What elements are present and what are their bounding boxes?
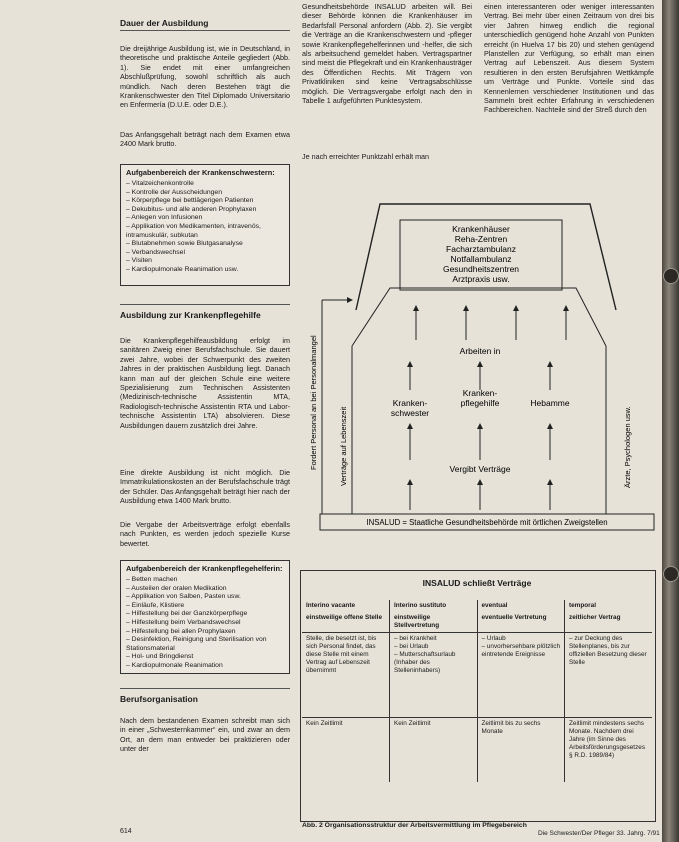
cell-line: – Mutterschaftsurlaub <box>394 651 456 658</box>
list-item: – Hol- und Bringdienst <box>126 653 284 662</box>
rule <box>120 304 290 305</box>
table-header: Interino sustituto <box>390 600 478 612</box>
table-cell <box>565 633 653 718</box>
institution-label: Krankenhäuser <box>452 224 510 234</box>
list-item: – Einläufe, Klistiere <box>126 602 284 611</box>
paragraph: Die Vergabe der Arbeitsverträge erfolgt ebenfalls nach Punkten, es werden jedoch spezielle Kurse bewertet. <box>120 520 290 548</box>
list-item: – Blutabnehmen sowie Blutgasanalyse <box>126 240 284 249</box>
paragraph: Eine direkte Ausbildung ist nicht möglich. Die Immatrikulationskosten an der Berufsfachschule trägt der Schüler. Das Anfangsgehalt beträgt hier nach der Ausbildung etwa 1400 Mark brutto. <box>120 468 290 506</box>
list-item: – Verbandswechsel <box>126 249 284 258</box>
institution-label: Reha-Zentren <box>454 234 508 244</box>
list-item: – Kontrolle der Ausscheidungen <box>126 189 284 198</box>
arrow-frame <box>352 288 606 346</box>
list-item: – Körperpflege bei bettlägerigen Patienten <box>126 197 284 206</box>
task-box-nurses <box>120 164 290 286</box>
list-item: – Hilfestellung beim Verbandswechsel <box>126 619 284 628</box>
heading-krankenpflegehilfe: Ausbildung zur Krankenpflegehilfe <box>120 310 261 320</box>
institution-label: Gesundheitszentren <box>442 264 520 274</box>
table-header: Interino vacante <box>302 600 390 612</box>
list-item: – Visiten <box>126 257 284 266</box>
organisation-diagram <box>300 170 662 560</box>
list-item: – Kardiopulmonale Reanimation usw. <box>126 266 284 275</box>
arbeiten-label: Arbeiten in <box>459 346 501 356</box>
table-header: eventual <box>477 600 565 612</box>
role-label: Kranken- <box>392 398 428 408</box>
page-number: 614 <box>120 828 132 835</box>
cell-line: – Urlaub <box>481 635 506 642</box>
heading-berufsorganisation: Berufsorganisation <box>120 694 198 704</box>
table-subheader: einstweilige Stellvertretung <box>390 612 478 633</box>
table-cell: Zeitlimit bis zu sechs Monate <box>477 718 565 783</box>
table-title: INSALUD schließt Verträge <box>422 578 532 588</box>
table-subheader: zeitlicher Vertrag <box>569 614 621 621</box>
rule <box>120 688 290 689</box>
table-cell <box>390 633 478 718</box>
table-header: temporal <box>569 602 596 609</box>
table-cell <box>477 633 565 718</box>
list-item: – Austeilen der oralen Medikation <box>126 585 284 594</box>
paragraph: Die dreijährige Ausbildung ist, wie in Deutschland, in theoretische und praktische Anteile gegliedert (Abb. 1). Sie endet mit einer umfangreichen Abschlußprüfung, sowohl schriftlich als auch mündlich. Nach deren Bestehen trägt die Krankenschwester den Titel Diplomado Universitario en Enfermería (D.U.E. oder D.E.). <box>120 44 290 110</box>
role-label: schwester <box>390 408 430 418</box>
box-title: Aufgabenbereich der Krankenschwestern: <box>126 168 275 177</box>
side-label: Fordert Personal an bei Personalmangel <box>309 335 318 470</box>
list-item: – Kardiopulmonale Reanimation <box>126 662 284 671</box>
table-cell: Kein Zeitlimit <box>302 718 390 783</box>
side-label: Verträge auf Lebenszeit <box>339 406 348 486</box>
paragraph: Je nach erreichter Punktzahl erhält man <box>302 152 430 161</box>
role-label: Hebamme <box>530 398 570 408</box>
journal-name: Die Schwester/Der Pfleger 33. Jahrg. 7/91 <box>538 830 660 837</box>
list-item: – Vitalzeichenkontrolle <box>126 180 284 189</box>
paragraph: Nach dem bestandenen Examen schreibt man sich in einer „Schwesternkammer“ ein, und zwar an dem Ort, an dem man entweder bei praktizieren oder unter der <box>120 716 290 754</box>
task-box-helpers <box>120 560 290 674</box>
institution-label: Notfallambulanz <box>450 254 512 264</box>
list-item: – Applikation von Salben, Pasten usw. <box>126 593 284 602</box>
rule <box>120 30 290 31</box>
list-item: – Desinfektion, Reinigung und Sterilisation von Stationsmaterial <box>126 636 284 653</box>
insalud-label: INSALUD = Staatliche Gesundheitsbehörde mit örtlichen Zweigstellen <box>366 518 608 527</box>
table-cell: Kein Zeitlimit <box>390 718 478 783</box>
cell-line: – bei Urlaub <box>394 643 429 650</box>
list-item: – Dekubitus- und alle anderen Prophylaxen <box>126 206 284 215</box>
table-cell <box>302 633 390 718</box>
figure-caption: Abb. 2 Organisationsstruktur der Arbeitsvermittlung im Pflegebereich <box>302 822 527 829</box>
box-title: Aufgabenbereich der Krankenpflegehelferin: <box>126 564 283 573</box>
list-item: – Anlegen von Infusionen <box>126 214 284 223</box>
contract-table <box>302 600 652 782</box>
vergibt-label: Vergibt Verträge <box>449 464 511 474</box>
paragraph: Gesundheitsbehörde INSALUD arbeiten will. Bei dieser Behörde können die Krankenhäuser im Bedarfsfall Personal anfordern (Abb. 2). Sie vergibt die Verträge an die Krankenschwestern und -pfleger sowie Krankenpflegehelferinnen und -helfer, die sich als arbeitsuchend gemeldet haben. Vertragspartner sind meist die Pflegekraft und ein Krankenhausträger des Öffentlichen Rechts. Mit Trägern von Privatkliniken sind keine Vertragsabschlüsse möglich. Die Vertragsvergabe erfolgt nach den in Tabelle 1 aufgeführten Punktesystem. <box>302 2 472 106</box>
cell-line: (Inhaber des Stelleninhabers) <box>394 659 441 674</box>
cell-line: Stelle, die besetzt ist, bis sich Personal findet, das diese Stelle mit einem Vertrag auf Lebenszeit übernimmt <box>306 635 377 674</box>
cell-line: – bei Krankheit <box>394 635 437 642</box>
table-subheader: einstweilige offene Stelle <box>302 612 390 633</box>
paragraph: Das Anfangsgehalt beträgt nach dem Examen etwa 2400 Mark brutto. <box>120 130 290 149</box>
paragraph: Die Krankenpflegehilfeausbildung erfolgt im sanitären Zweig einer Berufsfachschule. Sie dauert zwei Jahre, wobei der Schwerpunkt des zweiten Jahres in der praktischen Ausbildung liegt. Danach kann man auf der gleichen Schule eine weitere Spezialisierung zum Technischen Assistenten (Medizinisch-technische Assistentin MTA, Radiologisch-technische Assistentin RTA und Labor-technische Assistentin LTA) absolvieren. Diese Ausbildungen dauern zusätzlich drei Jahre. <box>120 336 290 430</box>
table-subheader: eventuelle Vertretung <box>477 612 565 633</box>
side-label: Ärzte, Psychologen usw. <box>623 406 632 488</box>
role-label: pflegehilfe <box>460 398 500 408</box>
list-item: – Betten machen <box>126 576 284 585</box>
list-item: – Hilfestellung bei allen Prophylaxen <box>126 628 284 637</box>
institution-label: Facharztambulanz <box>446 244 516 254</box>
heading-dauer: Dauer der Ausbildung <box>120 18 209 28</box>
table-cell: Zeitlimit mindestens sechs Monate. Nachdem drei Jahre (im Sinne des Arbeitsförderungsgesetzes § R.D. 1989/84) <box>565 718 653 783</box>
paragraph: einen interessanteren oder weniger interessanten Vertrag. Bei mehr über einen Zeitraum von drei bis vier Jahren hinweg endlich die regional unterschiedlich genügend hohe Anzahl von Punkten erreicht (in Huelva 17 bis 20) und stehen genügend Planstellen zur Verfügung, so erhält man einen Vertrag auf Lebenszeit. Aus diesem System resultieren in den ersten Berufsjahren Wettkämpfe um Verträge und Punkte. Vorteile sind das Kennenlernen verschiedener Institutionen und das Sammeln breit echter Erfahrung in verschiedenen Fachbereichen. Nachteile sind der Streß durch den <box>484 2 654 115</box>
list-item: – Hilfestellung bei der Ganzkörperpflege <box>126 610 284 619</box>
binder-edge <box>662 0 679 842</box>
cell-line: – unvorhersehbare plötzlich eintretende Ereignisse <box>481 643 561 658</box>
punch-hole <box>663 268 679 284</box>
institution-label: Arztpraxis usw. <box>452 274 510 284</box>
punch-hole <box>663 566 679 582</box>
role-label: Kranken- <box>462 388 498 398</box>
list-item: – Applikation von Medikamenten, intravenös, intramuskulär, subkutan <box>126 223 284 240</box>
cell-line: – zur Deckung des Stellenplanes, bis zur offiziellen Besetzung dieser Stelle <box>569 635 647 666</box>
